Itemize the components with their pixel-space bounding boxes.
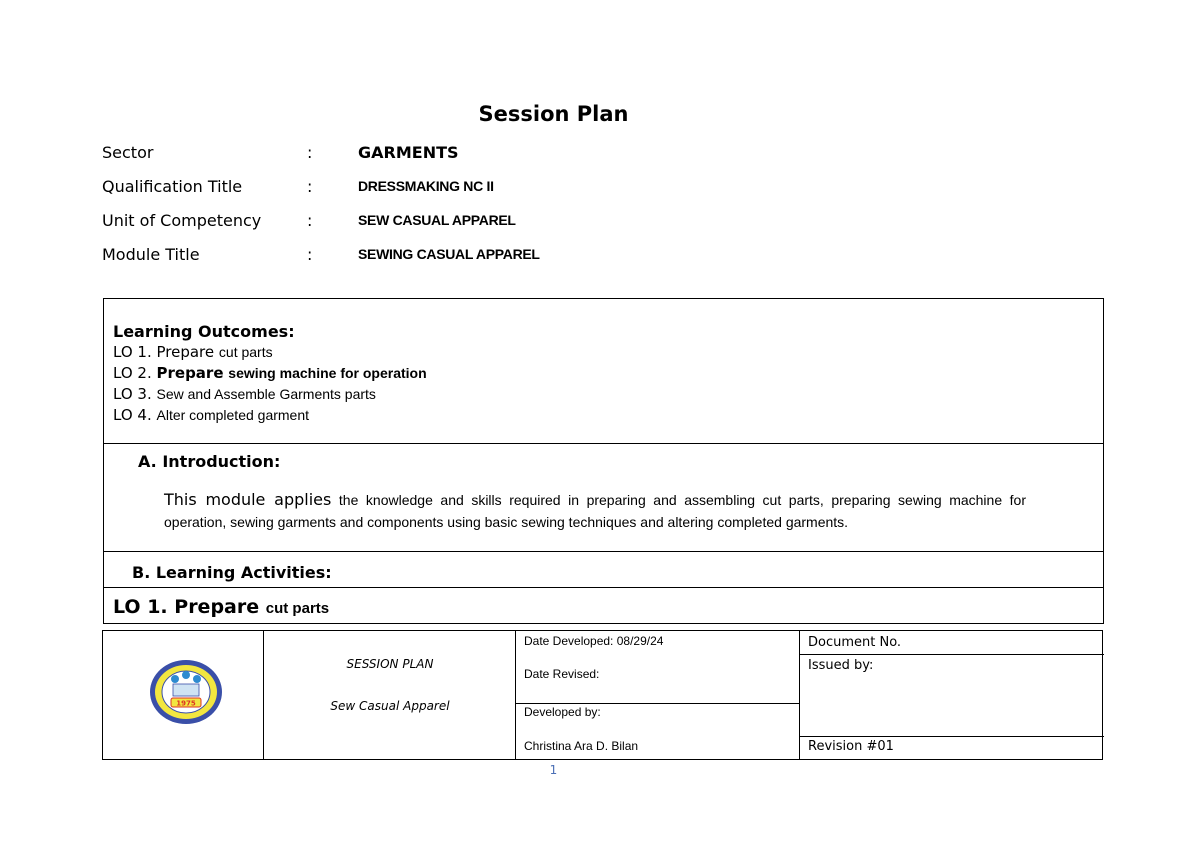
lo1-heading xyxy=(113,596,329,618)
lo-number: LO 2. xyxy=(113,364,152,382)
lo-item xyxy=(113,384,427,405)
introduction-lead: This module applies xyxy=(164,490,332,509)
school-logo xyxy=(149,659,223,725)
lo-text: sewing machine for operation xyxy=(228,365,427,381)
session-content-box xyxy=(103,298,1104,624)
lo-item xyxy=(113,405,427,426)
divider xyxy=(799,736,1104,737)
page-number: 1 xyxy=(549,763,558,777)
divider xyxy=(263,631,264,759)
activities-heading: B. Learning Activities: xyxy=(132,563,332,582)
meta-label: Module Title xyxy=(102,245,200,264)
logo-year: 1975 xyxy=(176,699,196,708)
lo-item xyxy=(113,342,427,363)
meta-colon: : xyxy=(307,245,313,264)
introduction-heading: A. Introduction: xyxy=(138,452,281,471)
meta-label: Sector xyxy=(102,143,154,162)
lo-number: LO 3. xyxy=(113,385,152,403)
divider xyxy=(799,631,800,759)
lo1-lead: Prepare xyxy=(174,596,260,618)
divider xyxy=(104,551,1103,552)
footer-developer: Christina Ara D. Bilan xyxy=(524,739,639,753)
lo-number: LO 4. xyxy=(113,406,152,424)
meta-value: DRESSMAKING NC II xyxy=(358,178,494,194)
footer-date-revised: Date Revised: xyxy=(524,667,600,681)
divider xyxy=(104,587,1103,588)
meta-colon: : xyxy=(307,177,313,196)
divider xyxy=(515,631,516,759)
lo-item xyxy=(113,363,427,384)
meta-label: Unit of Competency xyxy=(102,211,262,230)
lo-lead: Prepare xyxy=(156,364,224,382)
footer-date-developed: Date Developed: 08/29/24 xyxy=(524,634,664,648)
lo-text: cut parts xyxy=(218,344,273,360)
footer-issued-by: Issued by: xyxy=(808,658,874,673)
footer-revision: Revision #01 xyxy=(808,739,894,754)
lo-number: LO 1. xyxy=(113,343,152,361)
lo1-number: LO 1. xyxy=(113,596,168,618)
footer-document-no: Document No. xyxy=(808,635,902,650)
divider xyxy=(104,443,1103,444)
divider xyxy=(799,654,1104,655)
meta-colon: : xyxy=(307,211,313,230)
introduction-text: the knowledge and skills required in preparing and assembling cut parts, preparing sewing machine for operation, sewing garments and components using basic sewing techniques and altering completed garments. xyxy=(164,492,1027,530)
lo1-text: cut parts xyxy=(265,600,330,617)
learning-outcomes xyxy=(113,321,427,426)
document-footer-table xyxy=(102,630,1103,760)
meta-value: GARMENTS xyxy=(358,143,459,162)
lo-lead: Prepare xyxy=(156,343,215,361)
footer-plan-subject: Sew Casual Apparel xyxy=(330,699,450,713)
learning-outcomes-heading: Learning Outcomes: xyxy=(113,322,295,341)
divider xyxy=(515,703,799,704)
meta-value: SEW CASUAL APPAREL xyxy=(358,212,516,228)
meta-value: SEWING CASUAL APPAREL xyxy=(358,246,540,262)
footer-developed-by: Developed by: xyxy=(524,705,601,719)
meta-label: Qualification Title xyxy=(102,177,243,196)
meta-colon: : xyxy=(307,143,313,162)
footer-plan-label: SESSION PLAN xyxy=(346,657,434,671)
lo-text: Sew and Assemble Garments parts xyxy=(156,386,376,402)
lo-text: Alter completed garment xyxy=(156,407,310,423)
page-title: Session Plan xyxy=(478,102,629,126)
introduction-paragraph xyxy=(164,489,1026,533)
